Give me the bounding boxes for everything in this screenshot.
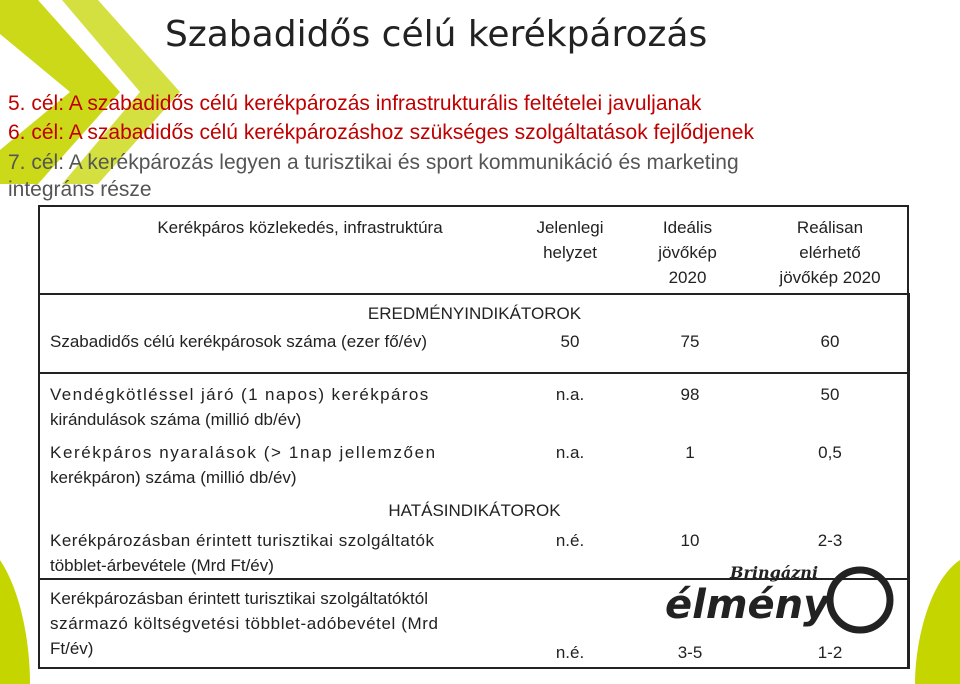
row4-current: n.é. bbox=[555, 531, 585, 550]
section-results: EREDMÉNYINDIKÁTOROK bbox=[367, 304, 582, 323]
row2-label: Vendégkötléssel járó (1 napos) kerékpáros kirándulások száma (millió db/év) bbox=[50, 385, 430, 429]
goal-7-line2: integráns része bbox=[8, 178, 152, 201]
bringazni-elmeny-logo bbox=[660, 560, 900, 640]
row1-realistic: 60 bbox=[820, 332, 840, 351]
bottom-right-wave bbox=[915, 560, 960, 684]
row1-label: Szabadidős célú kerékpárosok száma (ezer fő/év) bbox=[50, 332, 428, 351]
row5-ideal: 3-5 bbox=[677, 643, 703, 662]
header-col3: Ideális jövőkép 2020 bbox=[658, 218, 717, 287]
logo-big-text: élmény bbox=[665, 582, 830, 628]
row5-label: Kerékpározásban érintett turisztikai szolgáltatóktól származó költségvetési többlet-adóbevétel (Mrd Ft/év) bbox=[50, 589, 439, 658]
row1-current: 50 bbox=[560, 332, 580, 351]
header-col4: Reálisan elérhető jövőkép 2020 bbox=[779, 218, 881, 287]
bike-wheel-icon bbox=[830, 570, 890, 630]
header-divider bbox=[40, 293, 909, 295]
row3-ideal: 1 bbox=[685, 443, 695, 462]
row1-ideal: 75 bbox=[680, 332, 700, 351]
row5-realistic: 1-2 bbox=[817, 643, 843, 662]
row-divider-1 bbox=[40, 372, 909, 374]
row4-label: Kerékpározásban érintett turisztikai szolgáltatók többlet-árbevétele (Mrd Ft/év) bbox=[50, 531, 435, 575]
row2-current: n.a. bbox=[555, 385, 585, 404]
row4-ideal: 10 bbox=[680, 531, 700, 550]
row2-ideal: 98 bbox=[680, 385, 700, 404]
header-col2: Jelenlegi helyzet bbox=[536, 218, 604, 262]
slide-title: Szabadidős célú kerékpározás bbox=[165, 14, 708, 55]
section-impacts: HATÁSINDIKÁTOROK bbox=[388, 501, 561, 520]
row2-realistic: 50 bbox=[820, 385, 840, 404]
bottom-left-wave bbox=[0, 560, 30, 684]
row3-current: n.a. bbox=[555, 443, 585, 462]
row3-realistic: 0,5 bbox=[818, 443, 842, 462]
right-border bbox=[908, 293, 910, 669]
header-col1: Kerékpáros közlekedés, infrastruktúra bbox=[157, 218, 443, 237]
row4-realistic: 2-3 bbox=[817, 531, 843, 550]
row3-label: Kerékpáros nyaralások (> 1nap jellemzően kerékpáron) száma (millió db/év) bbox=[50, 443, 437, 487]
goal-6: 6. cél: A szabadidős célú kerékpározáshoz szükséges szolgáltatások fejlődjenek bbox=[8, 121, 754, 144]
goal-7-line1: 7. cél: A kerékpározás legyen a turisztikai és sport kommunikáció és marketing bbox=[8, 151, 739, 174]
row5-current: n.é. bbox=[555, 643, 585, 662]
goal-5: 5. cél: A szabadidős célú kerékpározás infrastrukturális feltételei javuljanak bbox=[8, 92, 702, 115]
logo-small-text: Bringázni bbox=[730, 563, 819, 582]
